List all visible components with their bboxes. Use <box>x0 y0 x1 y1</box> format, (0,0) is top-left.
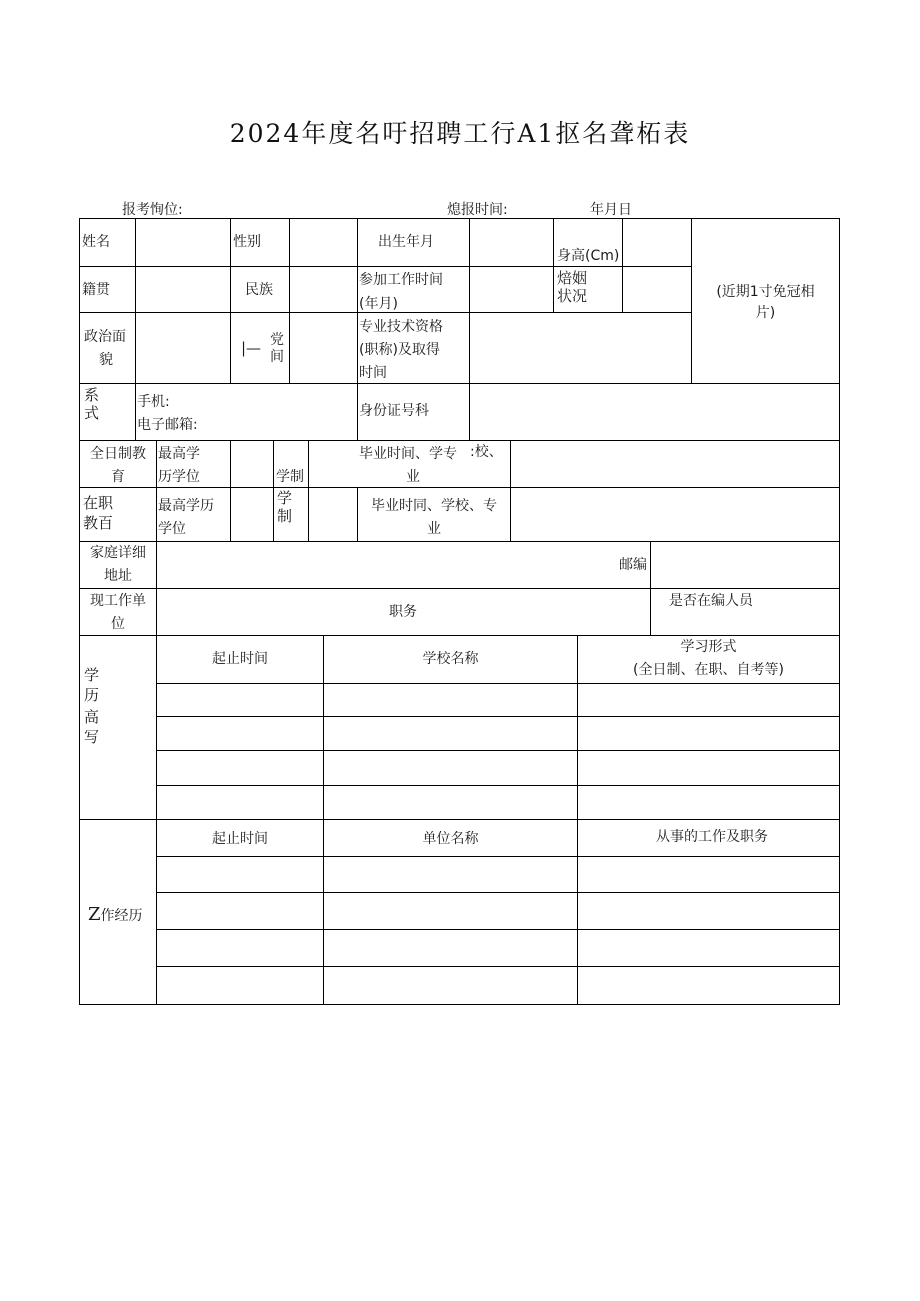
edu-col-period: 起止时间 <box>212 651 268 667</box>
marital-label-2: 状况 <box>557 287 588 305</box>
qualification-label-1: 专业技术资格 <box>359 319 443 335</box>
onjob-degree-label-2: 学位 <box>158 521 186 537</box>
date-label: 熄报时间: <box>447 202 508 218</box>
onjob-grad-label-1: 毕业时同、学校、专 <box>371 498 497 514</box>
gender-label: 性别 <box>233 234 261 250</box>
onjob-edu-label-2: 教百 <box>83 514 114 532</box>
political-label-2: 貌 <box>99 352 113 368</box>
edu-col-mode-2: (全日制、在职、自考等) <box>633 662 784 678</box>
contact-label-1: 系 <box>84 386 100 404</box>
fulltime-degree-label-1: 最高学 <box>158 446 200 462</box>
contact-label-2: 式 <box>84 404 100 422</box>
onjob-edu-label-1: 在职 <box>83 494 114 512</box>
work-start-label-1: 参加工作时间 <box>359 272 443 288</box>
staffed-label: 是否在编人员 <box>669 593 753 609</box>
party-mark: |— <box>241 339 262 357</box>
work-col-period: 起止时间 <box>212 831 268 847</box>
work-start-label-2: (年月) <box>359 296 398 312</box>
work-side-prefix: Z <box>88 904 101 925</box>
edu-col-mode-1: 学习形式 <box>680 639 737 655</box>
work-side-rest: 作经历 <box>100 908 143 924</box>
position-label: 报考恂位: <box>122 202 183 218</box>
origin-label: 籍贯 <box>82 282 110 298</box>
fulltime-edu-label-1: 全日制教 <box>90 446 146 462</box>
party-label-1: 党 <box>270 332 284 348</box>
postcode-label: 邮编 <box>619 557 647 573</box>
party-label-2: 间 <box>270 349 284 365</box>
fulltime-system-label: 学制 <box>276 469 304 485</box>
work-col-unit: 单位名称 <box>422 831 479 847</box>
work-unit-label-2: 位 <box>111 616 125 632</box>
fulltime-school-fragment: :校、 <box>470 444 503 460</box>
edu-col-school: 学校名称 <box>422 651 479 667</box>
ethnicity-label: 民族 <box>245 282 273 298</box>
address-label-2: 地址 <box>104 568 132 584</box>
work-unit-label-1: 现工作单 <box>90 593 146 609</box>
edu-side-1: 学 <box>84 666 100 684</box>
fulltime-grad-label-2: 业 <box>406 469 420 485</box>
political-label-1: 政治面 <box>84 329 126 345</box>
photo-note-line2: 片) <box>755 305 776 321</box>
onjob-degree-label-1: 最高学历 <box>158 498 214 514</box>
duty-label: 职务 <box>389 604 417 620</box>
date-value: 年月日 <box>590 202 632 218</box>
edu-side-4: 写 <box>84 728 100 746</box>
work-col-duty: 从事的工作及职务 <box>656 829 768 845</box>
work-side-label <box>88 903 143 928</box>
photo-note-line1: (近期1寸免冠相 <box>716 284 815 300</box>
onjob-grad-label-2: 业 <box>427 521 441 537</box>
mobile-label: 手机: <box>137 394 170 410</box>
name-label: 姓名 <box>82 234 110 250</box>
edu-side-2: 历 <box>84 686 100 704</box>
address-label-1: 家庭详细 <box>90 545 146 561</box>
fulltime-grad-label-1: 毕业时间、学专 <box>359 446 457 462</box>
id-number-label: 身份证号科 <box>359 403 429 419</box>
edu-side-3: 高 <box>84 708 100 726</box>
form-title: 2024年度名吁招聘工行A1抠名聋柘表 <box>229 119 691 148</box>
birth-label: 出生年月 <box>378 234 434 250</box>
email-label: 电子邮箱: <box>137 417 198 433</box>
height-label: 身高(Cm) <box>557 248 620 264</box>
qualification-label-3: 时间 <box>359 365 387 381</box>
qualification-label-2: (职称)及取得 <box>359 342 440 358</box>
marital-label-1: 焙姻 <box>557 269 588 287</box>
onjob-system-label-2: 制 <box>277 507 293 525</box>
fulltime-edu-label-2: 育 <box>111 469 125 485</box>
fulltime-degree-label-2: 历学位 <box>158 469 200 485</box>
onjob-system-label-1: 学 <box>277 489 293 507</box>
